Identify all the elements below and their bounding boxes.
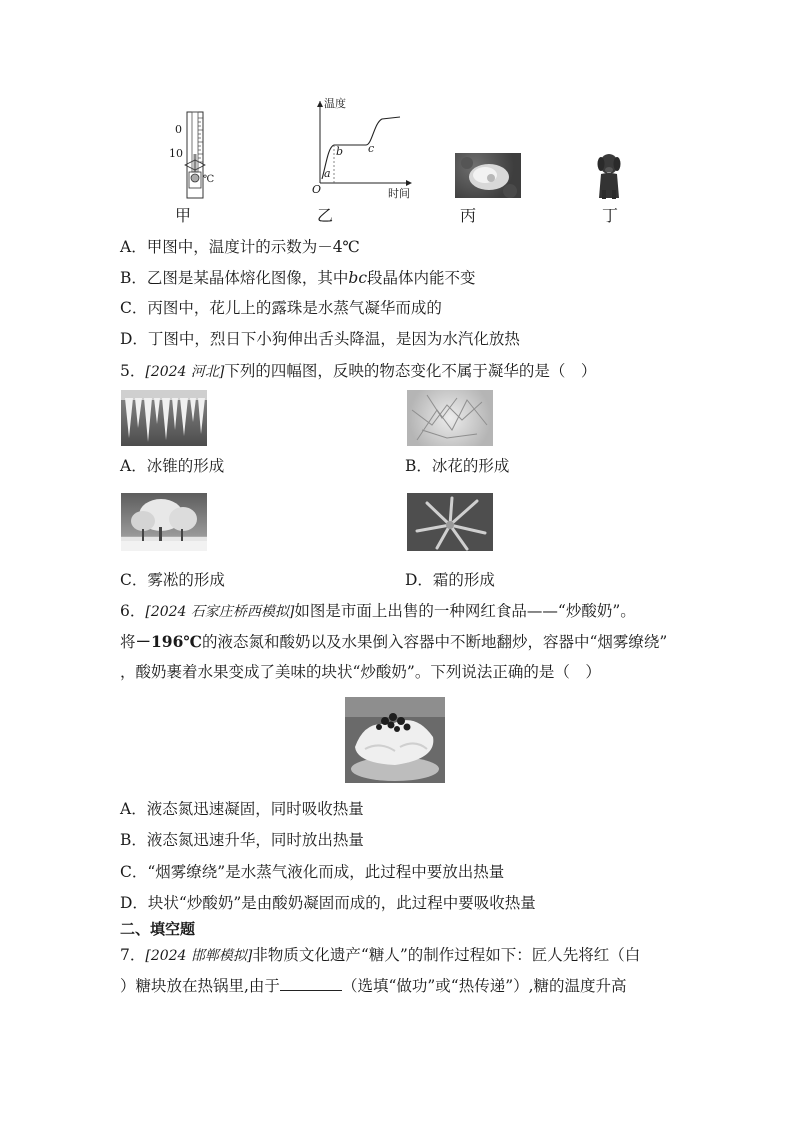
fried-yogurt-photo: [345, 697, 445, 783]
q7-answer-blank[interactable]: [280, 976, 342, 991]
dog-image: [593, 150, 625, 200]
graph-origin: O: [312, 183, 322, 196]
q7-text-1: 非物质文化遗产“糖人”的制作过程如下：匠人先将红（白: [252, 946, 641, 964]
q6-line-1: [120, 601, 636, 622]
graph-point-a: a: [324, 167, 331, 180]
caption-ding: 丁: [601, 206, 618, 225]
q6-option-d: D．块状“炒酸奶”是由酸奶凝固而成的，此过程中要吸收热量: [120, 894, 536, 912]
q4-option-c: C．丙图中，花儿上的露珠是水蒸气凝华而成的: [120, 299, 442, 317]
q6-number: 6．: [120, 602, 146, 620]
q6-text-1: 如图是市面上出售的一种网红食品——“炒酸奶”。: [294, 602, 636, 620]
q5-option-b: B．冰花的形成: [405, 457, 510, 475]
thermometer-figure: [165, 110, 225, 200]
flower-image: [455, 153, 521, 198]
graph-xlabel: 时间: [388, 187, 410, 200]
q5-source: [2024 河北]: [145, 364, 225, 380]
rime-trees-image: [121, 493, 207, 551]
ice-flower-photo: [407, 390, 493, 446]
graph-point-b: b: [336, 145, 344, 158]
thermometer-tick-0: 0: [175, 123, 182, 136]
q7-source: [2024 邯郸模拟]: [145, 948, 253, 964]
rime-trees-photo: [121, 493, 207, 551]
ice-flower-image: [407, 390, 493, 446]
caption-yi: 乙: [316, 206, 333, 225]
q5-number: 5．: [120, 362, 146, 380]
q4-option-a: A．甲图中，温度计的示数为－4℃: [120, 238, 360, 256]
q4-option-d: D．丁图中，烈日下小狗伸出舌头降温，是因为水汽化放热: [120, 330, 520, 348]
q6-option-a: A．液态氮迅速凝固，同时吸收热量: [120, 800, 364, 818]
q6-temperature: －196℃: [135, 632, 202, 651]
q6-line-2: [120, 632, 667, 652]
thermometer-tick-10: 10: [169, 147, 183, 160]
icicles-image: [121, 390, 207, 446]
caption-bing: 丙: [459, 206, 476, 225]
q6-option-c: C．“烟雾缭绕”是水蒸气液化而成，此过程中要放出热量: [120, 863, 505, 881]
icicles-photo: [121, 390, 207, 446]
section-title-fill-in: 二、填空题: [120, 920, 196, 938]
dog-photo: [593, 150, 625, 200]
q6-line-3: ，酸奶裹着水果变成了美味的块状“炒酸奶”。下列说法正确的是（ ）: [120, 663, 601, 681]
q6-option-b: B．液态氮迅速升华，同时放出热量: [120, 831, 364, 849]
q5-text: 下列的四幅图，反映的物态变化不属于凝华的是（ ）: [224, 362, 597, 380]
caption-jia: 甲: [174, 206, 191, 225]
q5-option-d: D．霜的形成: [405, 571, 495, 589]
fried-yogurt-image: [345, 697, 445, 783]
q4-option-b: [120, 268, 476, 288]
graph-point-c: c: [368, 142, 375, 155]
q7-line-2-suffix: （选填“做功”或“热传递”）,糖的温度升高: [341, 977, 627, 995]
q7-line-1: [120, 945, 640, 966]
q5-option-c: C．雾凇的形成: [120, 571, 225, 589]
q4-option-b-suffix: 段晶体内能不变: [367, 269, 476, 287]
dewy-flower-photo: [455, 153, 521, 198]
q6-source: [2024 石家庄桥西模拟]: [145, 604, 295, 620]
thermometer-unit: ℃: [203, 174, 215, 185]
q6-line-2-suffix: 的液态氮和酸奶以及水果倒入容器中不断地翻炒，容器中“烟雾缭绕”: [201, 633, 668, 651]
graph-ylabel: 温度: [324, 97, 346, 110]
q4-option-b-prefix: B．乙图是某晶体熔化图像，其中: [120, 269, 349, 287]
frost-plant-image: [407, 493, 493, 551]
frost-plant-photo: [407, 493, 493, 551]
q7-line-2: [120, 976, 627, 996]
q6-line-2-prefix: 将: [120, 633, 136, 651]
q4-option-b-var: bc: [348, 269, 368, 287]
q5-option-a: A．冰锥的形成: [120, 457, 225, 475]
q7-line-2-prefix: ）糖块放在热锅里,由于: [120, 977, 280, 995]
melting-graph-figure: [308, 95, 418, 205]
q7-number: 7．: [120, 946, 146, 964]
q5-stem: [120, 361, 596, 382]
